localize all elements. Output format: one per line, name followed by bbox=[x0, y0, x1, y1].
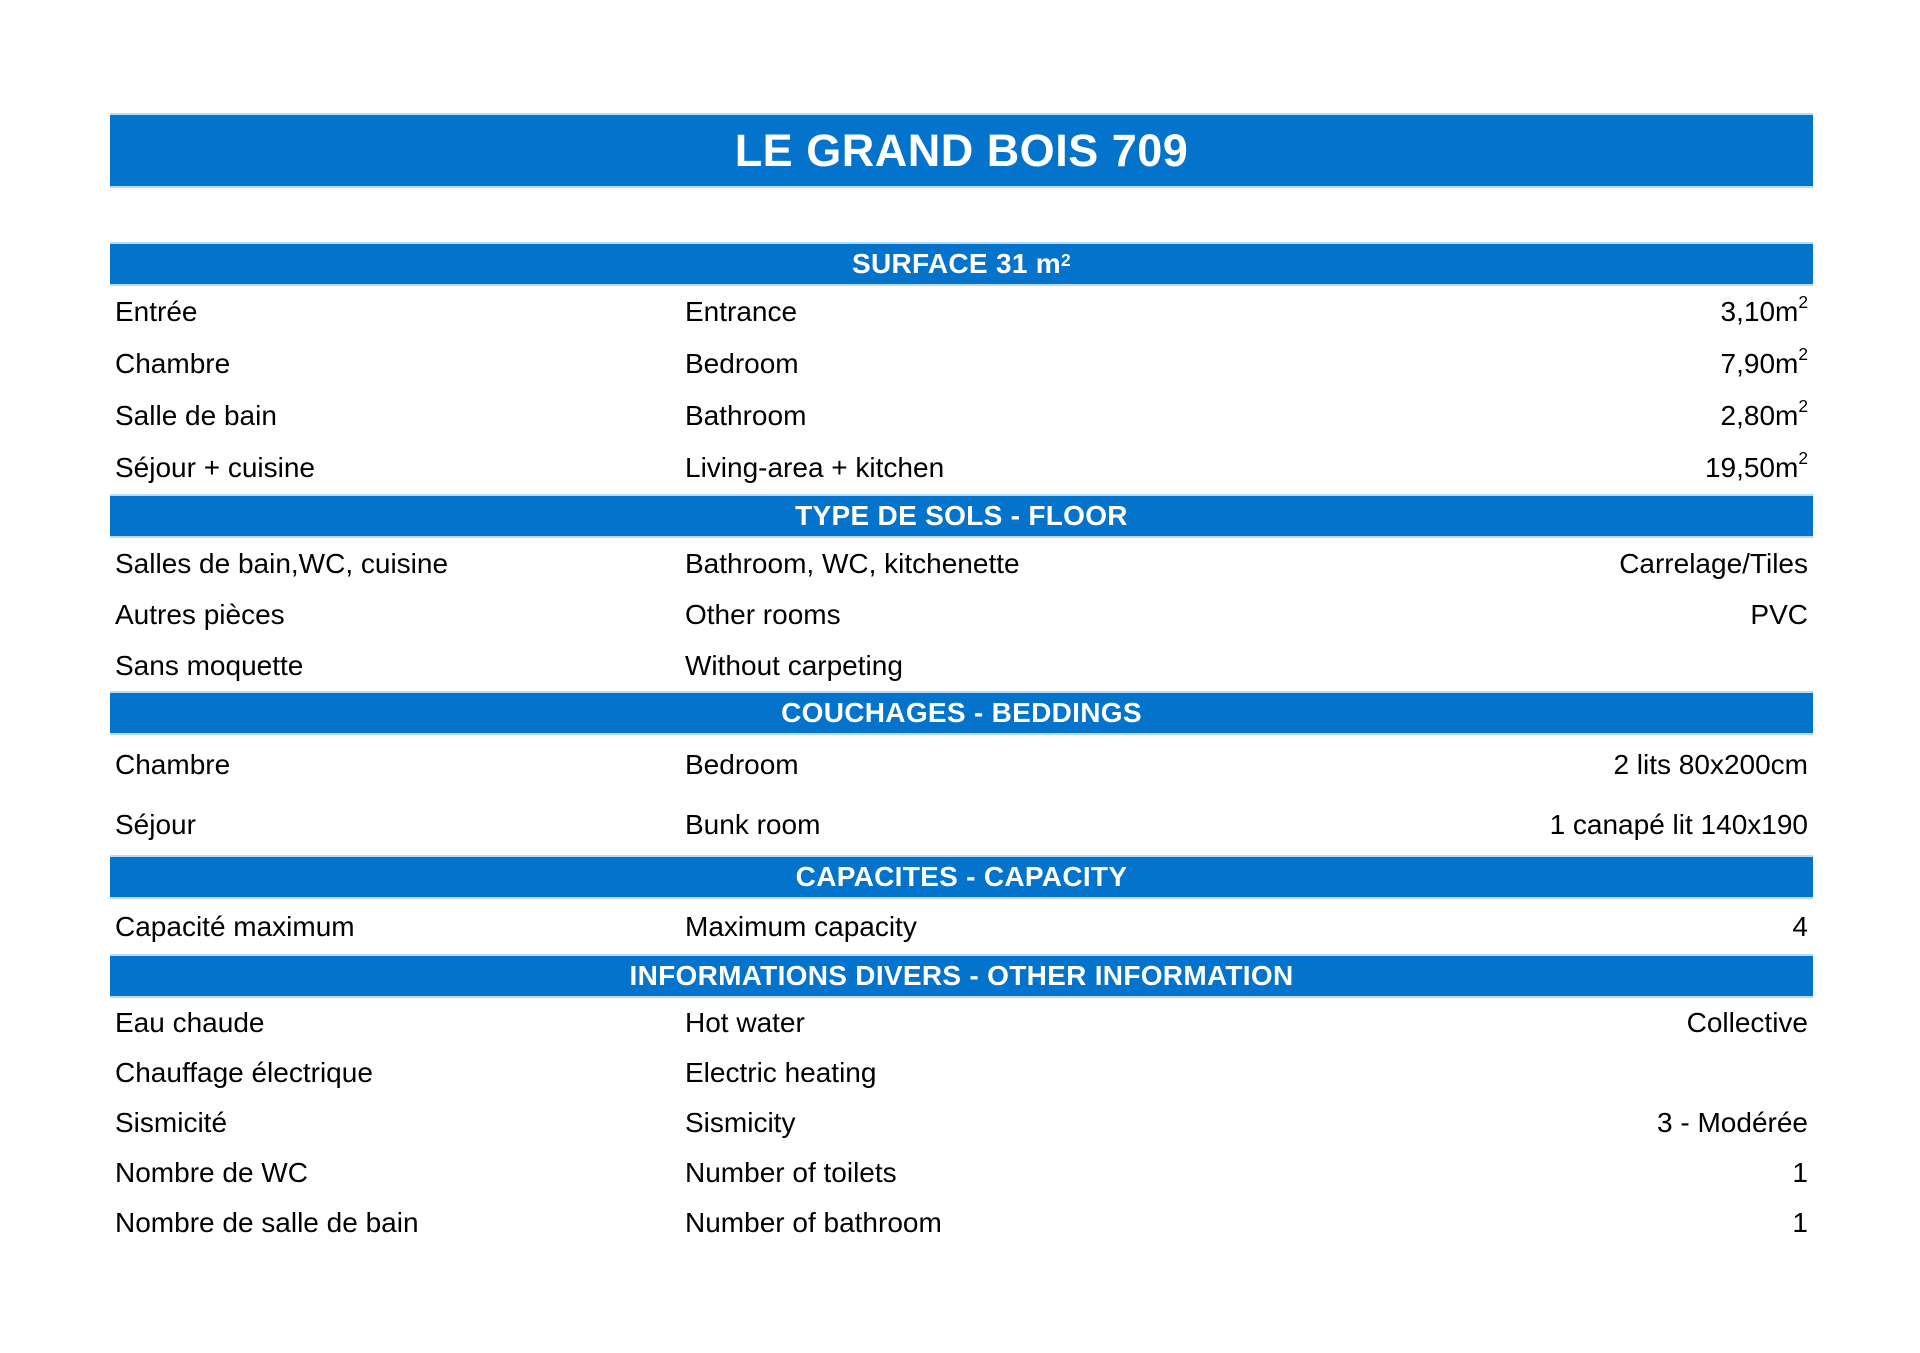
label-en: Sismicity bbox=[685, 1107, 796, 1138]
table-row bbox=[110, 1048, 1813, 1098]
label-fr: Chauffage électrique bbox=[115, 1057, 373, 1088]
table-row bbox=[110, 589, 1813, 640]
row-value: $3,10m^2$ bbox=[1720, 292, 1808, 327]
table-row bbox=[110, 735, 1813, 795]
table-row bbox=[110, 795, 1813, 855]
section-header-label: INFORMATIONS DIVERS - OTHER INFORMATION bbox=[629, 960, 1294, 991]
label-en: Hot water bbox=[685, 1007, 805, 1038]
section-header-label: CAPACITES - CAPACITY bbox=[795, 861, 1128, 892]
table-row bbox=[110, 1198, 1813, 1248]
row-value: Carrelage/Tiles bbox=[1619, 547, 1808, 579]
label-en: Number of toilets bbox=[685, 1157, 897, 1188]
label-fr: Salle de bain bbox=[115, 400, 277, 431]
label-fr: Entrée bbox=[115, 296, 198, 327]
label-fr: Sans moquette bbox=[115, 649, 304, 681]
label-fr: Nombre de WC bbox=[115, 1157, 308, 1188]
label-en: Other rooms bbox=[685, 598, 841, 630]
superscript: 2 bbox=[1798, 344, 1808, 365]
page-title: LE GRAND BOIS 709 bbox=[734, 124, 1189, 176]
section-capacity bbox=[110, 855, 1813, 954]
label-fr: Chambre bbox=[115, 749, 231, 780]
table-row bbox=[110, 538, 1813, 589]
table-row bbox=[110, 640, 1813, 691]
row-value: 1 canapé lit 140x190 bbox=[1549, 809, 1808, 840]
section-beddings bbox=[110, 691, 1813, 855]
label-fr: Sismicité bbox=[115, 1107, 228, 1138]
label-fr: Salles de bain,WC, cuisine bbox=[115, 547, 449, 579]
label-en: Bedroom bbox=[685, 749, 799, 780]
table-row bbox=[110, 286, 1813, 338]
table-row bbox=[110, 442, 1813, 494]
label-en: Electric heating bbox=[685, 1057, 877, 1088]
section-header-label: COUCHAGES - BEDDINGS bbox=[781, 697, 1142, 728]
title-bar bbox=[110, 113, 1813, 188]
table-row bbox=[110, 390, 1813, 442]
label-fr: Capacité maximum bbox=[115, 910, 355, 942]
row-value: $7,90m^2$ bbox=[1720, 344, 1808, 379]
section-surface bbox=[110, 242, 1813, 494]
row-value: 3 - Modérée bbox=[1657, 1107, 1808, 1138]
label-en: Bedroom bbox=[685, 348, 799, 379]
label-en: Without carpeting bbox=[685, 649, 903, 681]
label-en: Number of bathroom bbox=[685, 1207, 942, 1238]
table-row bbox=[110, 1098, 1813, 1148]
section-header-floor bbox=[110, 494, 1813, 538]
row-value: 1 bbox=[1792, 1207, 1808, 1238]
section-header-capacity bbox=[110, 855, 1813, 899]
label-fr: Chambre bbox=[115, 348, 231, 379]
table-row bbox=[110, 1148, 1813, 1198]
label-fr: Séjour + cuisine bbox=[115, 452, 316, 483]
label-en: Maximum capacity bbox=[685, 910, 917, 942]
label-en: Living-area + kitchen bbox=[685, 452, 945, 483]
section-header-other-information bbox=[110, 954, 1813, 998]
section-floor bbox=[110, 494, 1813, 691]
row-value: Collective bbox=[1686, 1007, 1808, 1038]
row-value: 1 bbox=[1792, 1157, 1808, 1188]
row-value: $19,50m^2$ bbox=[1704, 448, 1808, 483]
table-row bbox=[110, 338, 1813, 390]
section-header-surface: SURFACE 31 m $^2$ bbox=[110, 242, 1813, 286]
label-en: Entrance bbox=[685, 296, 798, 327]
label-fr: Eau chaude bbox=[115, 1007, 265, 1038]
label-fr: Autres pièces bbox=[115, 598, 285, 630]
section-header-beddings bbox=[110, 691, 1813, 735]
row-value: $2,80m^2$ bbox=[1720, 396, 1808, 431]
label-en: Bathroom, WC, kitchenette bbox=[685, 547, 1020, 579]
property-sheet bbox=[110, 113, 1813, 1248]
label-fr: Séjour bbox=[115, 809, 196, 840]
section-header-label: TYPE DE SOLS - FLOOR bbox=[795, 500, 1128, 531]
row-value: PVC bbox=[1750, 598, 1808, 630]
row-value: 4 bbox=[1792, 910, 1808, 942]
superscript: 2 bbox=[1798, 396, 1808, 417]
label-en: Bathroom bbox=[685, 400, 807, 431]
superscript: 2 bbox=[1798, 448, 1808, 469]
table-row bbox=[110, 899, 1813, 954]
section-other-information bbox=[110, 954, 1813, 1248]
label-fr: Nombre de salle de bain bbox=[115, 1207, 419, 1238]
table-row bbox=[110, 998, 1813, 1048]
section-header-label: SURFACE 31 m bbox=[852, 248, 1062, 279]
label-en: Bunk room bbox=[685, 809, 821, 840]
row-value: 2 lits 80x200cm bbox=[1613, 749, 1808, 780]
superscript: 2 bbox=[1798, 292, 1808, 313]
